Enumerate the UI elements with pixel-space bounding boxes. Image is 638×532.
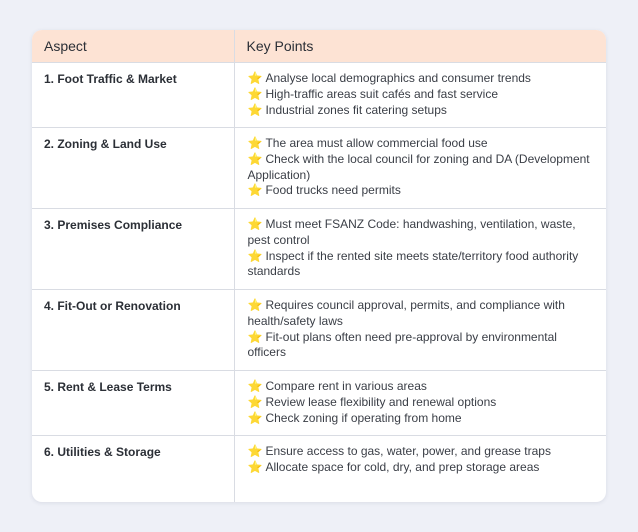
key-point: [248, 103, 593, 119]
column-header-aspect: Aspect: [32, 30, 234, 63]
key-point: [248, 249, 593, 281]
aspect-cell: 5. Rent & Lease Terms: [32, 371, 234, 436]
table-row: [32, 128, 606, 209]
aspect-cell: 6. Utilities & Storage: [32, 436, 234, 503]
key-point-text: The area must allow commercial food use: [265, 136, 488, 150]
key-point: [248, 183, 593, 199]
key-point-text: Food trucks need permits: [265, 183, 401, 198]
aspect-cell: 2. Zoning & Land Use: [32, 128, 234, 209]
star-icon: ⭐: [247, 329, 263, 344]
star-icon: ⭐: [247, 136, 263, 150]
aspect-cell: 4. Fit-Out or Renovation: [32, 290, 234, 371]
key-point: [248, 152, 593, 184]
key-point-text: Check with the local council for zoning and DA (Development Application): [247, 151, 590, 182]
table-row: [32, 209, 606, 290]
key-point: [248, 460, 593, 476]
key-points-cell: [234, 436, 606, 503]
key-points-card: [32, 30, 606, 502]
star-icon: ⭐: [247, 298, 263, 312]
key-points-cell: [234, 128, 606, 209]
key-point: [248, 411, 593, 427]
key-point: [248, 87, 593, 103]
key-points-cell: [234, 290, 606, 371]
key-point-text: Allocate space for cold, dry, and prep storage areas: [265, 459, 540, 474]
key-point: [248, 71, 593, 87]
star-icon: ⭐: [247, 102, 263, 117]
key-point-text: Review lease flexibility and renewal options: [265, 394, 497, 409]
key-point-text: Analyse local demographics and consumer trends: [265, 71, 531, 85]
star-icon: ⭐: [247, 394, 263, 409]
star-icon: ⭐: [247, 459, 263, 474]
key-point-text: Fit-out plans often need pre-approval by environmental officers: [247, 329, 557, 360]
key-point: [248, 379, 593, 395]
star-icon: ⭐: [247, 183, 263, 198]
key-point-text: Check zoning if operating from home: [265, 410, 462, 425]
aspect-cell: 1. Foot Traffic & Market: [32, 63, 234, 128]
key-points-cell: [234, 209, 606, 290]
key-point-text: Compare rent in various areas: [265, 379, 427, 393]
key-point-text: Requires council approval, permits, and compliance with health/safety laws: [247, 298, 565, 328]
aspect-table: [32, 30, 606, 502]
key-point-text: Must meet FSANZ Code: handwashing, ventilation, waste, pest control: [247, 217, 576, 247]
star-icon: ⭐: [247, 379, 263, 393]
key-points-cell: [234, 63, 606, 128]
key-point-text: Inspect if the rented site meets state/territory food authority standards: [247, 248, 579, 279]
table-row: [32, 371, 606, 436]
star-icon: ⭐: [247, 248, 263, 263]
table-row: [32, 63, 606, 128]
key-points-cell: [234, 371, 606, 436]
star-icon: ⭐: [247, 71, 263, 85]
key-point-text: Industrial zones fit catering setups: [265, 102, 447, 117]
column-header-key-points: Key Points: [234, 30, 606, 63]
key-point: [248, 444, 593, 460]
key-point: [248, 330, 593, 362]
key-point-text: High-traffic areas suit cafés and fast service: [265, 86, 498, 101]
star-icon: ⭐: [247, 86, 263, 101]
table-row: [32, 290, 606, 371]
table-row: [32, 436, 606, 503]
star-icon: ⭐: [247, 217, 263, 231]
star-icon: ⭐: [247, 151, 263, 166]
key-point: [248, 136, 593, 152]
key-point-text: Ensure access to gas, water, power, and grease traps: [265, 444, 551, 458]
star-icon: ⭐: [247, 410, 263, 425]
key-point: [248, 217, 593, 249]
key-point: [248, 298, 593, 330]
star-icon: ⭐: [247, 444, 263, 458]
key-point: [248, 395, 593, 411]
aspect-cell: 3. Premises Compliance: [32, 209, 234, 290]
table-header-row: [32, 30, 606, 63]
